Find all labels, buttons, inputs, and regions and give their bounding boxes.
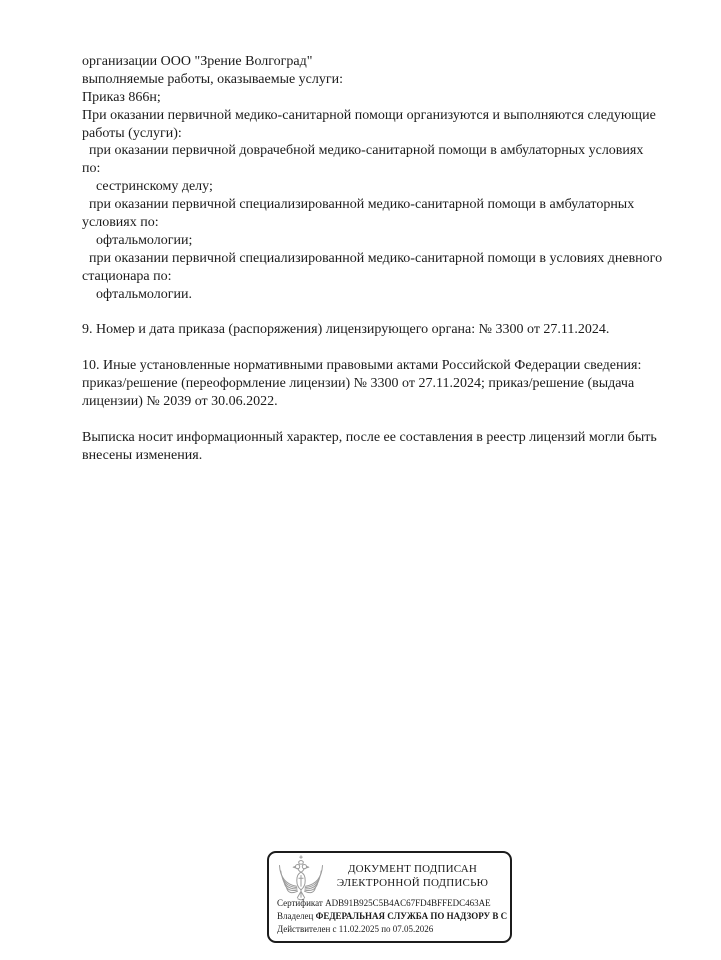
owner-line xyxy=(277,910,510,923)
stamp-title xyxy=(321,862,504,890)
text-line: приказ/решение (переоформление лицензии) № 3300 от 27.11.2024; приказ/решение (выдача xyxy=(82,376,635,392)
text-line: При оказании первичной медико-санитарной помощи организуются и выполняются следующие xyxy=(82,107,656,123)
text-line: по: xyxy=(82,161,101,177)
text-line: при оказании первичной специализированной медико-санитарной помощи в условиях дневного xyxy=(82,250,663,266)
text-line: выполняемые работы, оказываемые услуги: xyxy=(82,71,344,87)
text-line: организации ООО "Зрение Волгоград" xyxy=(82,54,313,69)
text-line xyxy=(82,303,692,321)
owner-label: Владелец xyxy=(277,911,314,921)
text-line: сестринскому делу; xyxy=(82,179,213,195)
text-line: стационара по: xyxy=(82,268,172,284)
text-line: офтальмологии. xyxy=(82,286,192,302)
double-headed-eagle-icon xyxy=(277,855,325,901)
certificate-line xyxy=(277,897,510,910)
text-line xyxy=(82,339,692,357)
text-line: офтальмологии; xyxy=(82,232,193,248)
text-line: работы (услуги): xyxy=(82,125,182,141)
text-line xyxy=(82,411,692,429)
text-line: Выписка носит информационный характер, после ее составления в реестр лицензий могли быть xyxy=(82,429,657,445)
document-body xyxy=(82,53,692,464)
text-line: 10. Иные установленные нормативными правовыми актами Российской Федерации сведения: xyxy=(82,358,642,374)
validity-line: Действителен с 11.02.2025 по 07.05.2026 xyxy=(277,924,434,934)
certificate-value: ADB91B925C5B4AC67FD4BFFEDC463AE xyxy=(325,898,491,908)
stamp-info xyxy=(277,897,510,936)
text-line: внесены изменения. xyxy=(82,447,203,463)
stamp-title-line1: ДОКУМЕНТ ПОДПИСАН xyxy=(347,863,478,875)
text-line: при оказании первичной специализированной медико-санитарной помощи в амбулаторных xyxy=(82,197,635,213)
text-line: Приказ 866н; xyxy=(82,89,161,105)
certificate-label: Сертификат xyxy=(277,898,323,908)
stamp-title-line2: ЭЛЕКТРОННОЙ ПОДПИСЬЮ xyxy=(336,877,489,889)
owner-value: ФЕДЕРАЛЬНАЯ СЛУЖБА ПО НАДЗОРУ В С xyxy=(315,911,508,921)
text-line: лицензии) № 2039 от 30.06.2022. xyxy=(82,393,278,409)
text-line: 9. Номер и дата приказа (распоряжения) лицензирующего органа: № 3300 от 27.11.2024. xyxy=(82,322,610,338)
text-line: условиях по: xyxy=(82,215,159,231)
signature-stamp xyxy=(267,851,512,943)
text-line: при оказании первичной доврачебной медико-санитарной помощи в амбулаторных условиях xyxy=(82,143,644,159)
